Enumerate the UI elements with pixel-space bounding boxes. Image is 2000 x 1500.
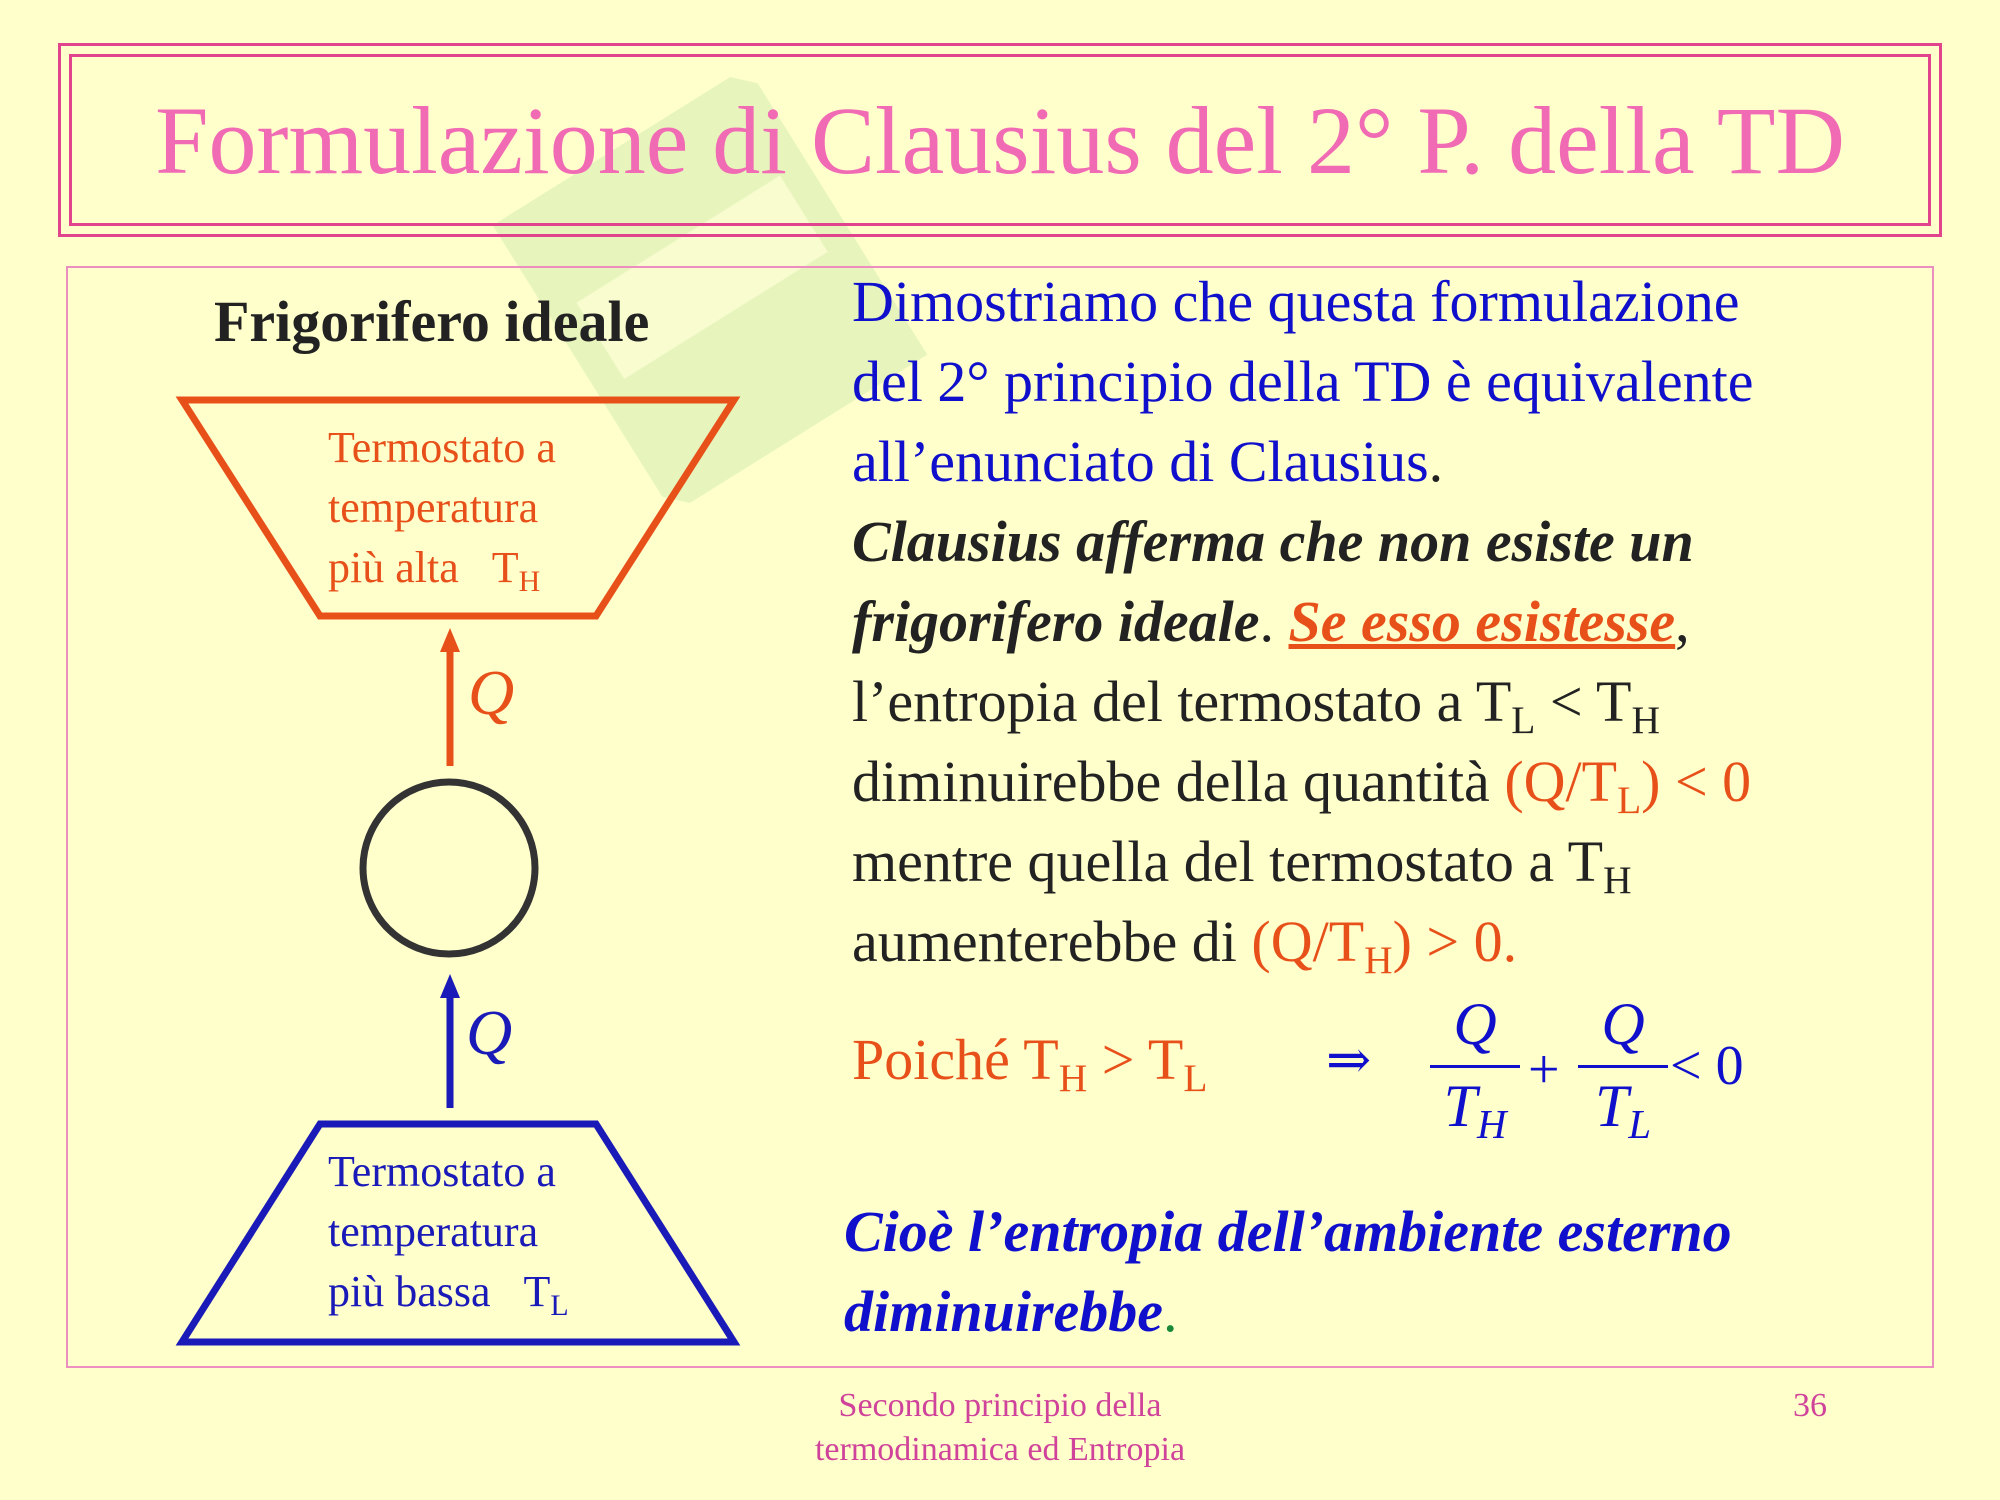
since-statement: Poiché $T_H > T_L$	[852, 1027, 1208, 1100]
slide-title: Formulazione di Clausius del 2° P. della TD	[155, 86, 1845, 194]
entropy-line-2: diminuirebbe della quantità $(Q/T_L) < 0$	[852, 749, 1752, 822]
page-number: 36	[1793, 1387, 1827, 1424]
entropy-line-1: l’entropia del termostato a $T_L < T_H$	[852, 669, 1660, 742]
fraction-q-over-tl: Q $T_L$	[1578, 990, 1668, 1148]
cold-reservoir-label: Termostato a temperatura più bassa $T_L$	[328, 1147, 569, 1322]
engine-circle	[363, 782, 535, 954]
conclusion-line-1: Cioè l’entropia dell’ambiente esterno	[844, 1199, 1732, 1264]
fraction-q-over-th: Q $T_H$	[1430, 990, 1520, 1148]
intro-line-2: del 2° principio della TD è equivalente	[852, 349, 1754, 414]
conclusion-line-2: diminuirebbe.	[844, 1279, 1178, 1344]
diagram-label: Frigorifero ideale	[214, 289, 650, 354]
hypothesis-text: Se esso esistesse	[1288, 589, 1676, 654]
clausius-claim-line-1: Clausius afferma che non esiste un	[852, 509, 1694, 574]
entropy-line-3: mentre quella del termostato a $T_H$	[852, 829, 1632, 902]
hot-reservoir-label: Termostato a temperatura più alta $T_H$	[328, 423, 556, 598]
q-bottom-label: Q	[466, 997, 513, 1068]
entropy-line-4: aumenterebbe di $(Q/T_H) > 0$.	[852, 909, 1518, 982]
intro-line-1: Dimostriamo che questa formulazione	[852, 269, 1740, 334]
footer-caption: Secondo principio della termodinamica ed Entropia	[814, 1387, 1186, 1468]
plus-sign: +	[1528, 1039, 1560, 1101]
q-top-arrowhead	[440, 628, 460, 652]
q-bottom-arrowhead	[440, 974, 460, 998]
q-top-label: Q	[468, 657, 515, 728]
implies-symbol: ⇒	[1326, 1030, 1372, 1090]
less-than-zero: < 0	[1670, 1035, 1744, 1097]
intro-line-3: all’enunciato di Clausius.	[852, 429, 1444, 494]
clausius-claim-line-2: frigorifero ideale. Se esso esistesse,	[852, 589, 1690, 654]
